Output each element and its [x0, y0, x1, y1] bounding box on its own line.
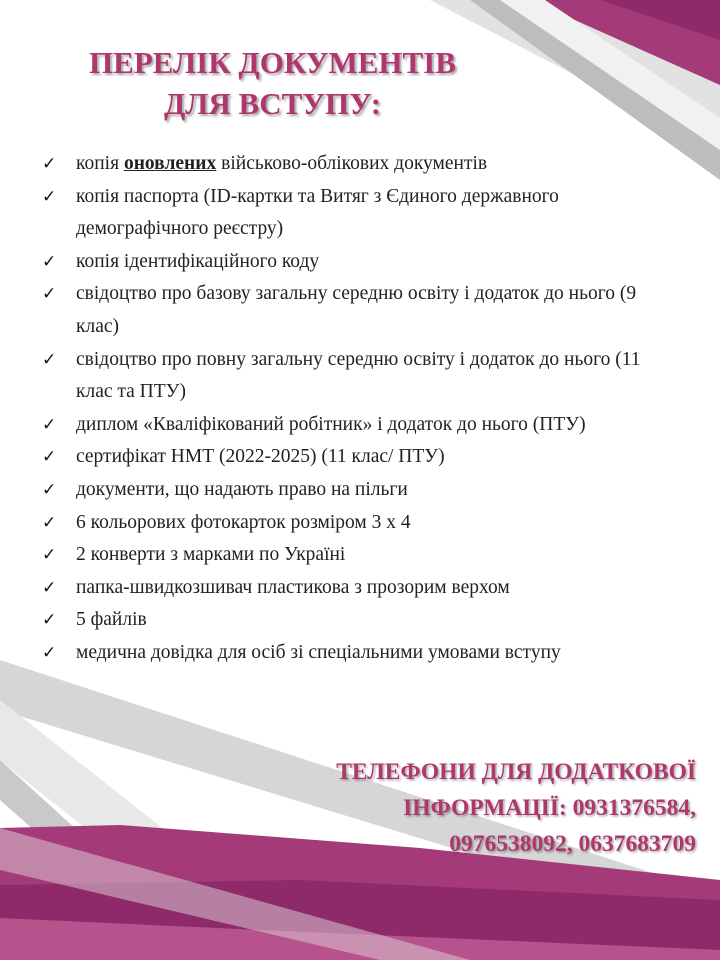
- list-item-text: копія ідентифікаційного коду: [76, 250, 320, 272]
- contact-line-3: 0976538092, 0637683709: [449, 831, 696, 857]
- list-item-text: сертифікат НМТ (2022-2025) (11 клас/ ПТУ): [76, 446, 445, 468]
- checkmark-icon: ✓: [42, 447, 57, 468]
- list-item-tax-code: [40, 246, 660, 279]
- checkmark-icon: ✓: [42, 284, 57, 305]
- list-item-text: свідоцтво про повну загальну середню освіту і додаток до нього (11 клас та ПТУ): [76, 348, 641, 403]
- list-item-military-docs: [40, 148, 660, 181]
- list-item-text: диплом «Кваліфікований робітник» і додаток до нього (ПТУ): [76, 413, 586, 435]
- list-item-benefits-docs: [40, 474, 660, 507]
- page-title-line-1: ПЕРЕЛІК ДОКУМЕНТІВ: [89, 45, 456, 80]
- checkmark-icon: ✓: [42, 414, 57, 435]
- list-item-text: копія паспорта (ID-картки та Витяг з Єдиного державного демографічного реєстру): [76, 185, 559, 240]
- checkmark-icon: ✓: [42, 512, 57, 533]
- checkmark-icon: ✓: [42, 251, 57, 272]
- checkmark-icon: ✓: [42, 545, 57, 566]
- list-item-photos: [40, 507, 660, 540]
- list-item-nmt-certificate: [40, 441, 660, 474]
- list-item-emphasis: оновлених: [123, 153, 217, 174]
- list-item-text-before: копія: [76, 153, 124, 174]
- list-item-text: 5 файлів: [76, 609, 147, 631]
- list-item-envelopes: [40, 539, 660, 572]
- list-item-basic-education: [40, 278, 660, 343]
- list-item-text-after: військово-облікових документів: [216, 153, 488, 174]
- checkmark-icon: ✓: [42, 479, 57, 500]
- contact-info: [276, 754, 696, 862]
- contact-line-1: ТЕЛЕФОНИ ДЛЯ ДОДАТКОВОЇ: [336, 759, 696, 785]
- list-item-passport: [40, 181, 660, 246]
- checkmark-icon: ✓: [42, 610, 57, 631]
- contact-line-2: ІНФОРМАЦІЇ: 0931376584,: [403, 795, 696, 821]
- checkmark-icon: ✓: [42, 186, 57, 207]
- list-item-text: свідоцтво про базову загальну середню освіту і додаток до нього (9 клас): [76, 283, 637, 337]
- list-item-text: медична довідка для осіб зі спеціальними умовами вступу: [76, 641, 561, 663]
- checkmark-icon: ✓: [42, 577, 57, 598]
- list-item-text: папка-швидкозшивач пластикова з прозорим верхом: [76, 576, 510, 598]
- documents-list: [40, 148, 660, 670]
- list-item-full-education: [40, 344, 660, 409]
- checkmark-icon: ✓: [42, 642, 57, 663]
- checkmark-icon: ✓: [42, 349, 57, 370]
- list-item-folder: [40, 572, 660, 605]
- list-item-text: документи, що надають право на пільги: [76, 478, 408, 500]
- list-item-text: 2 конверти з марками по Україні: [76, 544, 346, 566]
- list-item-files: [40, 604, 660, 637]
- list-item-worker-diploma: [40, 409, 660, 442]
- checkmark-icon: ✓: [42, 154, 57, 174]
- list-item-text: 6 кольорових фотокарток розміром 3 х 4: [76, 511, 411, 533]
- page-title-line-2: ДЛЯ ВСТУПУ:: [163, 86, 382, 121]
- list-item-medical-certificate: [40, 637, 660, 670]
